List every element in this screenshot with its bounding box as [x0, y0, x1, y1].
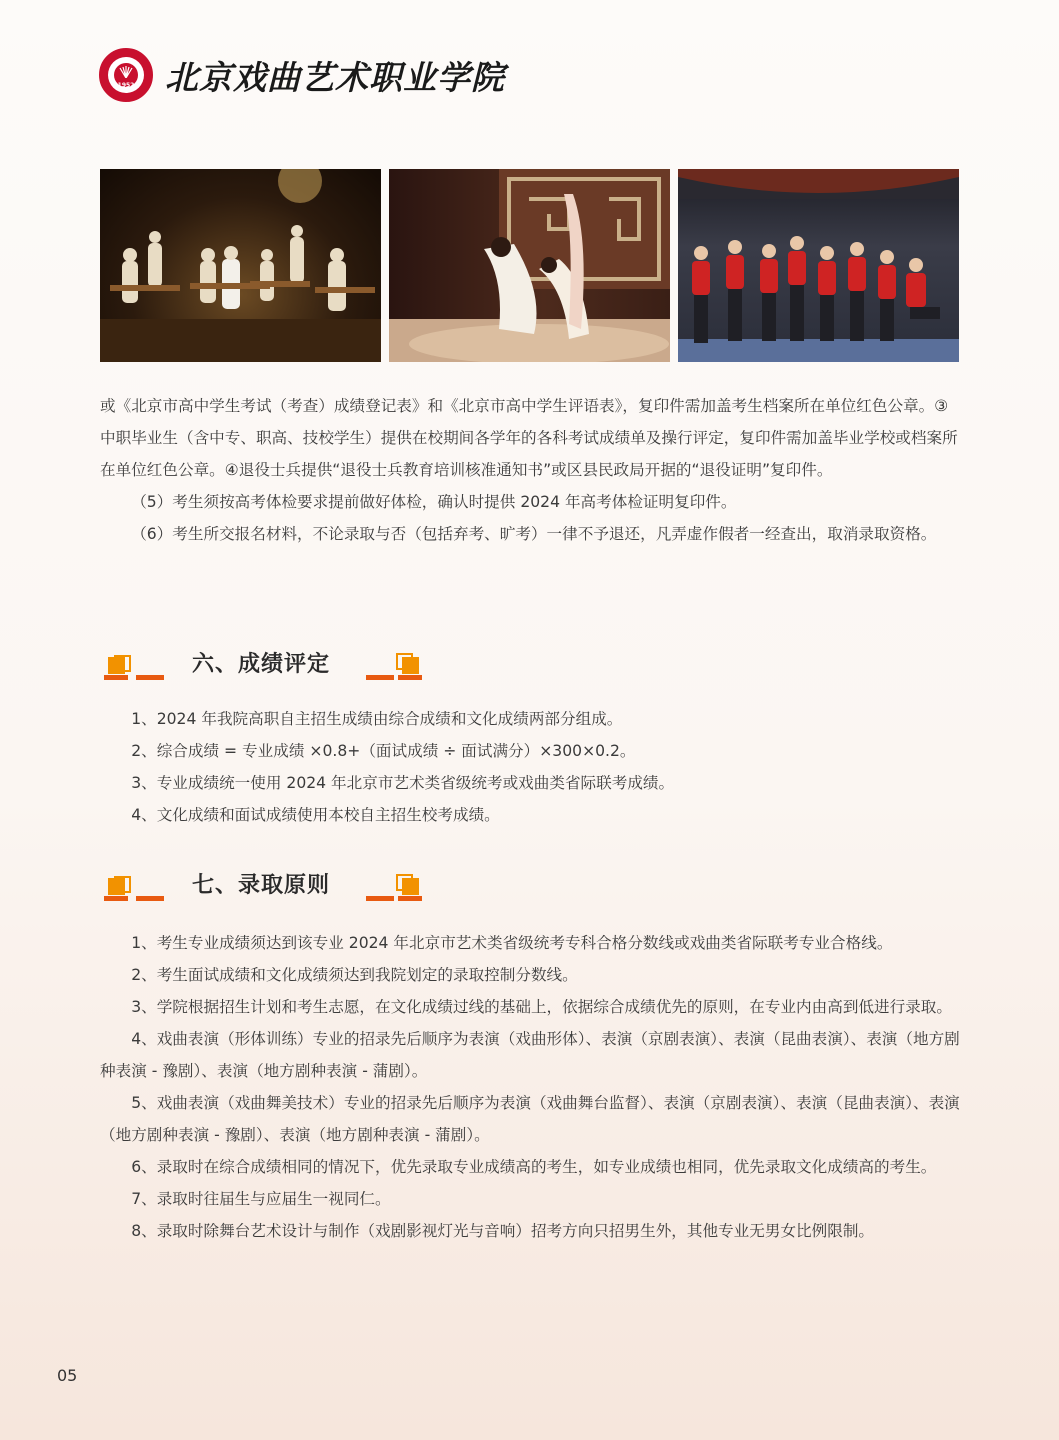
list-item: 7、录取时往届生与应届生一视同仁。: [131, 1190, 391, 1208]
paragraph: （6）考生所交报名材料，不论录取与否（包括弃考、旷考）一律不予退还，凡弄虚作假者一经查出，取消录取资格。: [131, 525, 937, 543]
school-logo: [99, 48, 153, 102]
logo-year: 1952: [117, 82, 135, 89]
list-item: 4、文化成绩和面试成绩使用本校自主招生校考成绩。: [131, 806, 500, 824]
section-heading-7: [104, 866, 434, 906]
section6-body: [100, 703, 960, 831]
orchestra-photo: [100, 169, 381, 362]
list-item: 1、2024 年我院高职自主招生成绩由综合成绩和文化成绩两部分组成。: [131, 710, 623, 728]
list-item: 5、戏曲表演（戏曲舞美技术）专业的招录先后顺序为表演（戏曲舞台监督）、表演（京剧表演）、表演（昆曲表演）、表演（地方剧种表演 - 豫剧）、表演（地方剧种表演 - 蒲剧）。: [100, 1094, 960, 1144]
section-title: 七、录取原则: [192, 873, 331, 898]
list-item: 8、录取时除舞台艺术设计与制作（戏剧影视灯光与音响）招考方向只招男生外，其他专业无男女比例限制。: [131, 1222, 875, 1240]
list-item: 3、专业成绩统一使用 2024 年北京市艺术类省级统考或戏曲类省际联考成绩。: [131, 774, 675, 792]
header: [99, 46, 505, 104]
page-number: 05: [57, 1366, 78, 1385]
paragraph: （5）考生须按高考体检要求提前做好体检，确认时提供 2024 年高考体检证明复印件。: [131, 493, 737, 511]
heading-ornament-left-icon: [104, 651, 164, 681]
opera-dance-photo: [389, 169, 670, 362]
section7-body: [100, 927, 960, 1247]
photo-strip: [100, 169, 958, 362]
list-item: 1、考生专业成绩须达到该专业 2024 年北京市艺术类省级统考专科合格分数线或戏曲类省际联考专业合格线。: [131, 934, 893, 952]
paragraph: 或《北京市高中学生考试（考查）成绩登记表》和《北京市高中学生评语表》，复印件需加盖考生档案所在单位红色公章。③中职毕业生（含中专、职高、技校学生）提供在校期间各学年的各科考试成绩单及操行评定，复印件需加盖毕业学校或档案所在单位红色公章。④退役士兵提供“退役士兵教育培训核准通知书”或区县民政局开据的“退役证明”复印件。: [100, 397, 958, 479]
intro-text: [100, 390, 960, 550]
fan-emblem-icon: [119, 66, 133, 78]
section-heading-6: [104, 645, 434, 685]
group-performance-photo: [678, 169, 959, 362]
list-item: 6、录取时在综合成绩相同的情况下，优先录取专业成绩高的考生，如专业成绩也相同，优先录取文化成绩高的考生。: [131, 1158, 937, 1176]
list-item: 4、戏曲表演（形体训练）专业的招录先后顺序为表演（戏曲形体）、表演（京剧表演）、表演（昆曲表演）、表演（地方剧种表演 - 豫剧）、表演（地方剧种表演 - 蒲剧）。: [100, 1030, 960, 1080]
heading-ornament-right-icon: [366, 872, 426, 902]
heading-ornament-right-icon: [366, 651, 426, 681]
heading-ornament-left-icon: [104, 872, 164, 902]
list-item: 2、考生面试成绩和文化成绩须达到我院划定的录取控制分数线。: [131, 966, 578, 984]
section-title: 六、成绩评定: [192, 652, 331, 677]
school-name: 北京戏曲艺术职业学院: [165, 57, 505, 97]
list-item: 3、学院根据招生计划和考生志愿，在文化成绩过线的基础上，依据综合成绩优先的原则，在专业内由高到低进行录取。: [131, 998, 952, 1016]
list-item: 2、综合成绩 = 专业成绩 ×0.8+（面试成绩 ÷ 面试满分）×300×0.2。: [131, 742, 636, 760]
